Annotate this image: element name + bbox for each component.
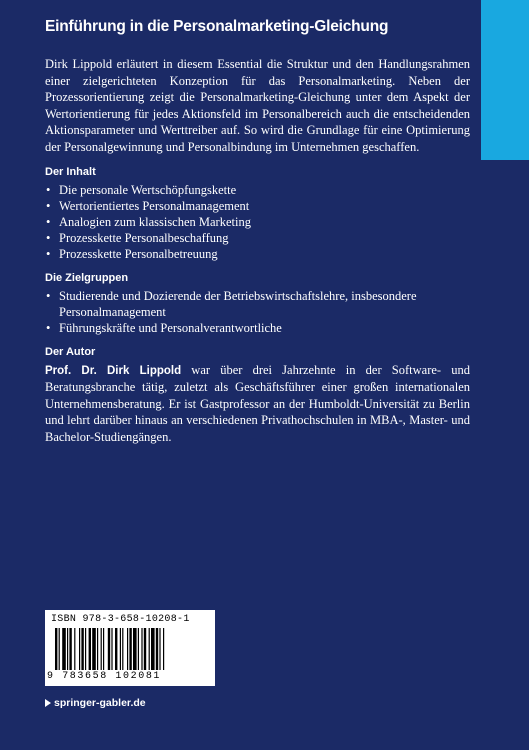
book-title: Einführung in die Personalmarketing-Gleichung xyxy=(45,18,389,35)
barcode-bar xyxy=(122,628,123,670)
barcode-bar xyxy=(67,628,68,670)
barcode-bar xyxy=(85,628,86,670)
barcode-bar xyxy=(55,628,57,670)
zielgruppen-list xyxy=(45,288,470,336)
barcode-bar xyxy=(74,628,75,670)
barcode-bar xyxy=(101,628,102,670)
list-item: • Führungskräfte und Personalverantwortliche xyxy=(45,320,470,336)
author-name: Prof. Dr. Dirk Lippold xyxy=(45,364,182,377)
barcode-bar xyxy=(89,628,91,670)
barcode-bar xyxy=(163,628,164,670)
barcode-bar xyxy=(129,628,131,670)
barcode-bars xyxy=(55,628,207,670)
barcode-bar xyxy=(92,628,96,670)
autor-heading: Der Autor xyxy=(45,345,96,358)
isbn-barcode xyxy=(45,610,215,686)
barcode-bar xyxy=(149,628,150,670)
barcode-digits: 9 783658 102081 xyxy=(47,671,162,682)
barcode-bar xyxy=(103,628,104,670)
barcode-bar xyxy=(151,628,155,670)
barcode-bar xyxy=(69,628,71,670)
barcode-bar xyxy=(59,628,60,670)
arrow-right-icon xyxy=(45,699,51,707)
barcode-bar xyxy=(156,628,158,670)
list-item: • Prozesskette Personalbetreuung xyxy=(45,246,470,262)
accent-bar xyxy=(481,0,529,160)
barcode-bar xyxy=(127,628,128,670)
barcode-bar xyxy=(115,628,117,670)
list-item: • Prozesskette Personalbeschaffung xyxy=(45,230,470,246)
intro-paragraph: Dirk Lippold erläutert in diesem Essential die Struktur und den Handlungsrahmen einer zielgerichteten Konzeption für das Personalmarketing. Neben der Prozessorientierung zeigt die Personalmarketing-Gleichung unter dem Aspekt der Wertorientierung für jedes Aktionsfeld im Personalbereich auch die entscheidenden Aktionsparameter und Werttreiber auf. So wird die Grundlage für eine Optimierung der Personalgewinnung und Personalbindung im Unternehmen geschaffen. xyxy=(45,57,470,154)
barcode-bar xyxy=(141,628,142,670)
barcode-bar xyxy=(79,628,80,670)
list-item: • Analogien zum klassischen Marketing xyxy=(45,214,470,230)
barcode-bar xyxy=(138,628,139,670)
barcode-bar xyxy=(144,628,146,670)
barcode-bar xyxy=(81,628,83,670)
inhalt-list xyxy=(45,182,470,262)
back-cover-content xyxy=(45,18,470,446)
barcode-bar xyxy=(120,628,121,670)
publisher-website[interactable] xyxy=(45,697,146,709)
list-item: • Studierende und Dozierende der Betriebswirtschaftslehre, insbesondere Personalmanagement xyxy=(45,288,470,320)
zielgruppen-heading: Die Zielgruppen xyxy=(45,271,129,284)
barcode-bar xyxy=(133,628,137,670)
inhalt-heading: Der Inhalt xyxy=(45,165,96,178)
author-paragraph xyxy=(45,362,470,446)
barcode-bar xyxy=(62,628,66,670)
barcode-bar xyxy=(111,628,112,670)
barcode-bar xyxy=(159,628,160,670)
list-item: • Die personale Wertschöpfungskette xyxy=(45,182,470,198)
barcode-bar xyxy=(108,628,110,670)
barcode-bar xyxy=(97,628,98,670)
isbn-label: ISBN 978-3-658-10208-1 xyxy=(51,614,190,625)
author-bio: war über drei Jahrzehnte in der Software- und Beratungsbranche tätig, zuletzt als Geschäftsführer einer großen internationalen Unternehmensberatung. Er ist Gastprofessor an der Humboldt-Universität zu Berlin und lehrt darüber hinaus an verschiedenen Privathochschulen in MBA-, Master- und Bachelor-Studiengängen. xyxy=(45,362,470,444)
website-label: springer-gabler.de xyxy=(54,697,146,709)
list-item: • Wertorientiertes Personalmanagement xyxy=(45,198,470,214)
